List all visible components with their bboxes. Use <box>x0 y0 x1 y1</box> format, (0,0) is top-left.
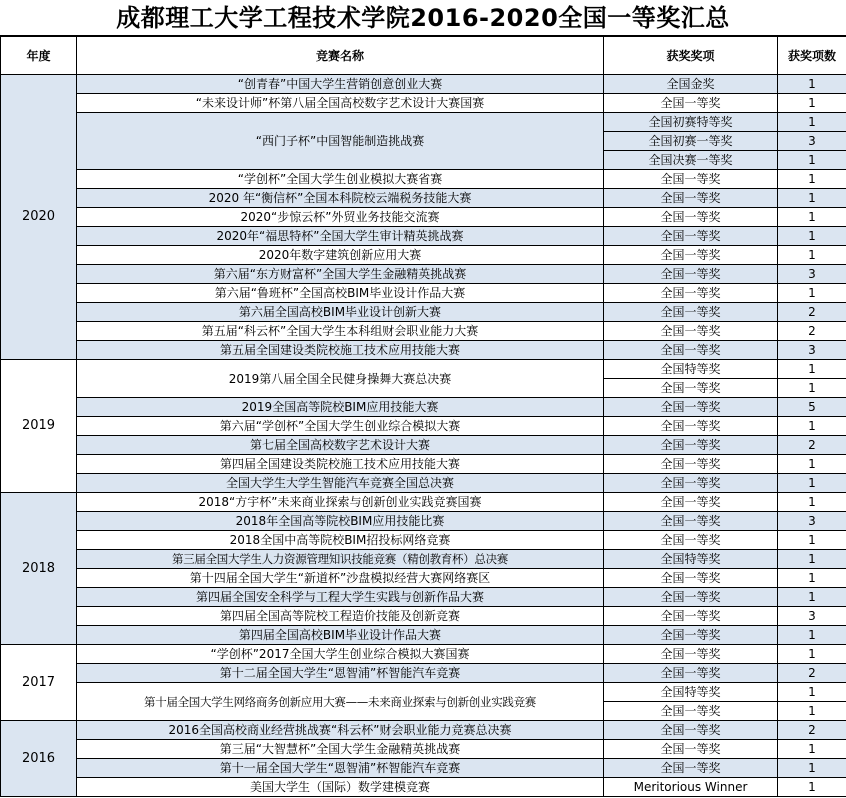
competition-name: 2018全国中高等院校BIM招投标网络竞赛 <box>77 531 604 550</box>
competition-name: 2020 年“衡信杯”全国本科院校云端税务技能大赛 <box>77 189 604 208</box>
count-cell: 1 <box>778 151 846 170</box>
competition-name: 第六届全国高校BIM毕业设计创新大赛 <box>77 303 604 322</box>
count-cell: 1 <box>778 75 846 94</box>
table-row <box>1 683 846 702</box>
competition-name: 全国大学生大学生智能汽车竞赛全国总决赛 <box>77 474 604 493</box>
award-cell: 全国一等奖 <box>604 246 778 265</box>
table-row <box>1 398 846 417</box>
count-cell: 1 <box>778 531 846 550</box>
table-row <box>1 455 846 474</box>
table-row <box>1 303 846 322</box>
table-row <box>1 436 846 455</box>
header-award: 获奖奖项 <box>604 37 778 75</box>
award-cell: 全国一等奖 <box>604 398 778 417</box>
award-cell: 全国特等奖 <box>604 360 778 379</box>
table-row <box>1 360 846 379</box>
table-row <box>1 721 846 740</box>
competition-name: “西门子杯”中国智能制造挑战赛 <box>77 113 604 170</box>
competition-name: “创青春”中国大学生营销创意创业大赛 <box>77 75 604 94</box>
competition-name: 2018“方宇杯”未来商业探索与创新创业实践竞赛国赛 <box>77 493 604 512</box>
year-cell-2017: 2017 <box>1 645 77 721</box>
award-cell: 全国一等奖 <box>604 740 778 759</box>
header-year: 年度 <box>1 37 77 75</box>
award-cell: 全国决赛一等奖 <box>604 151 778 170</box>
count-cell: 1 <box>778 208 846 227</box>
count-cell: 1 <box>778 284 846 303</box>
table-row <box>1 493 846 512</box>
competition-name: 第六届“鲁班杯”全国高校BIM毕业设计作品大赛 <box>77 284 604 303</box>
award-cell: 全国一等奖 <box>604 607 778 626</box>
competition-name: 2020年“福思特杯”全国大学生审计精英挑战赛 <box>77 227 604 246</box>
table-row <box>1 227 846 246</box>
competition-name: “学创杯”全国大学生创业模拟大赛省赛 <box>77 170 604 189</box>
count-cell: 2 <box>778 322 846 341</box>
count-cell: 1 <box>778 455 846 474</box>
award-cell: 全国初赛一等奖 <box>604 132 778 151</box>
count-cell: 1 <box>778 740 846 759</box>
competition-name: 第五届“科云杯”全国大学生本科组财会职业能力大赛 <box>77 322 604 341</box>
table-row <box>1 607 846 626</box>
award-cell: 全国一等奖 <box>604 284 778 303</box>
count-cell: 1 <box>778 113 846 132</box>
table-row <box>1 246 846 265</box>
count-cell: 1 <box>778 588 846 607</box>
count-cell: 1 <box>778 94 846 113</box>
table-row <box>1 208 846 227</box>
competition-name: 第十四届全国大学生“新道杯”沙盘模拟经营大赛网络赛区 <box>77 569 604 588</box>
award-cell: 全国一等奖 <box>604 303 778 322</box>
award-cell: 全国特等奖 <box>604 683 778 702</box>
count-cell: 3 <box>778 607 846 626</box>
competition-name: 2020年数字建筑创新应用大赛 <box>77 246 604 265</box>
count-cell: 1 <box>778 645 846 664</box>
count-cell: 1 <box>778 683 846 702</box>
competition-name: 第四届全国安全科学与工程大学生实践与创新作品大赛 <box>77 588 604 607</box>
table-row <box>1 322 846 341</box>
count-cell: 1 <box>778 474 846 493</box>
award-cell: 全国一等奖 <box>604 436 778 455</box>
competition-name: “未来设计师”杯第八届全国高校数字艺术设计大赛国赛 <box>77 94 604 113</box>
table-row <box>1 113 846 132</box>
competition-name: 第四届全国建设类院校施工技术应用技能大赛 <box>77 455 604 474</box>
award-cell: 全国一等奖 <box>604 759 778 778</box>
year-cell-2020: 2020 <box>1 75 77 360</box>
award-cell: 全国一等奖 <box>604 379 778 398</box>
award-cell: Meritorious Winner <box>604 778 778 797</box>
count-cell: 1 <box>778 493 846 512</box>
count-cell: 1 <box>778 360 846 379</box>
table-row <box>1 417 846 436</box>
competition-name: 第六届“学创杯”全国大学生创业综合模拟大赛 <box>77 417 604 436</box>
competition-name: 第十一届全国大学生“恩智浦”杯智能汽车竞赛 <box>77 759 604 778</box>
award-cell: 全国一等奖 <box>604 341 778 360</box>
count-cell: 5 <box>778 398 846 417</box>
competition-name: 2018年全国高等院校BIM应用技能比赛 <box>77 512 604 531</box>
table-row <box>1 284 846 303</box>
award-cell: 全国特等奖 <box>604 550 778 569</box>
award-cell: 全国一等奖 <box>604 417 778 436</box>
competition-name: 2016全国高校商业经营挑战赛“科云杯”财会职业能力竞赛总决赛 <box>77 721 604 740</box>
count-cell: 3 <box>778 341 846 360</box>
count-cell: 1 <box>778 759 846 778</box>
competition-name: 第五届全国建设类院校施工技术应用技能大赛 <box>77 341 604 360</box>
awards-table <box>0 36 846 797</box>
award-cell: 全国一等奖 <box>604 664 778 683</box>
year-cell-2016: 2016 <box>1 721 77 797</box>
award-cell: 全国一等奖 <box>604 455 778 474</box>
count-cell: 3 <box>778 265 846 284</box>
competition-name: 美国大学生（国际）数学建模竞赛 <box>77 778 604 797</box>
count-cell: 2 <box>778 664 846 683</box>
count-cell: 3 <box>778 132 846 151</box>
table-row <box>1 740 846 759</box>
competition-name: 第四届全国高等院校工程造价技能及创新竞赛 <box>77 607 604 626</box>
competition-name: 第四届全国高校BIM毕业设计作品大赛 <box>77 626 604 645</box>
competition-name: 第六届“东方财富杯”全国大学生金融精英挑战赛 <box>77 265 604 284</box>
table-row <box>1 474 846 493</box>
table-row <box>1 550 846 569</box>
award-cell: 全国一等奖 <box>604 94 778 113</box>
page-title: 成都理工大学工程技术学院2016-2020全国一等奖汇总 <box>0 0 846 36</box>
table-row <box>1 341 846 360</box>
award-cell: 全国一等奖 <box>604 626 778 645</box>
table-row <box>1 189 846 208</box>
count-cell: 1 <box>778 189 846 208</box>
award-cell: 全国一等奖 <box>604 531 778 550</box>
table-row <box>1 569 846 588</box>
count-cell: 1 <box>778 227 846 246</box>
count-cell: 1 <box>778 246 846 265</box>
header-competition-name: 竞赛名称 <box>77 37 604 75</box>
count-cell: 1 <box>778 417 846 436</box>
table-row <box>1 645 846 664</box>
count-cell: 2 <box>778 303 846 322</box>
competition-name: 2019第八届全国全民健身操舞大赛总决赛 <box>77 360 604 398</box>
table-row <box>1 778 846 797</box>
award-cell: 全国一等奖 <box>604 512 778 531</box>
competition-name: 2019全国高等院校BIM应用技能大赛 <box>77 398 604 417</box>
award-cell: 全国一等奖 <box>604 170 778 189</box>
award-cell: 全国初赛特等奖 <box>604 113 778 132</box>
count-cell: 1 <box>778 170 846 189</box>
count-cell: 1 <box>778 626 846 645</box>
award-cell: 全国一等奖 <box>604 702 778 721</box>
table-row <box>1 170 846 189</box>
award-cell: 全国一等奖 <box>604 721 778 740</box>
award-cell: 全国一等奖 <box>604 474 778 493</box>
competition-name: 第三届全国大学生人力资源管理知识技能竞赛（精创教育杯）总决赛 <box>77 550 604 569</box>
award-cell: 全国一等奖 <box>604 588 778 607</box>
table-row <box>1 531 846 550</box>
table-row <box>1 75 846 94</box>
table-row <box>1 512 846 531</box>
table-row <box>1 94 846 113</box>
table-row <box>1 664 846 683</box>
award-cell: 全国一等奖 <box>604 208 778 227</box>
award-cell: 全国一等奖 <box>604 569 778 588</box>
table-row <box>1 626 846 645</box>
count-cell: 1 <box>778 702 846 721</box>
competition-name: 第七届全国高校数字艺术设计大赛 <box>77 436 604 455</box>
award-cell: 全国一等奖 <box>604 493 778 512</box>
competition-name: “学创杯”2017全国大学生创业综合模拟大赛国赛 <box>77 645 604 664</box>
table-row <box>1 265 846 284</box>
header-row <box>1 37 846 75</box>
competition-name: 2020“步惊云杯”外贸业务技能交流赛 <box>77 208 604 227</box>
count-cell: 1 <box>778 550 846 569</box>
award-cell: 全国一等奖 <box>604 645 778 664</box>
competition-name: 第十届全国大学生网络商务创新应用大赛——未来商业探索与创新创业实践竞赛 <box>77 683 604 721</box>
year-cell-2019: 2019 <box>1 360 77 493</box>
award-cell: 全国一等奖 <box>604 227 778 246</box>
award-cell: 全国一等奖 <box>604 322 778 341</box>
award-cell: 全国金奖 <box>604 75 778 94</box>
competition-name: 第十二届全国大学生“恩智浦”杯智能汽车竞赛 <box>77 664 604 683</box>
year-cell-2018: 2018 <box>1 493 77 645</box>
header-count: 获奖项数 <box>778 37 846 75</box>
award-cell: 全国一等奖 <box>604 189 778 208</box>
count-cell: 3 <box>778 512 846 531</box>
table-row <box>1 588 846 607</box>
count-cell: 1 <box>778 778 846 797</box>
table-row <box>1 759 846 778</box>
count-cell: 1 <box>778 569 846 588</box>
count-cell: 1 <box>778 379 846 398</box>
award-cell: 全国一等奖 <box>604 265 778 284</box>
count-cell: 2 <box>778 436 846 455</box>
competition-name: 第三届“大智慧杯”全国大学生金融精英挑战赛 <box>77 740 604 759</box>
count-cell: 2 <box>778 721 846 740</box>
